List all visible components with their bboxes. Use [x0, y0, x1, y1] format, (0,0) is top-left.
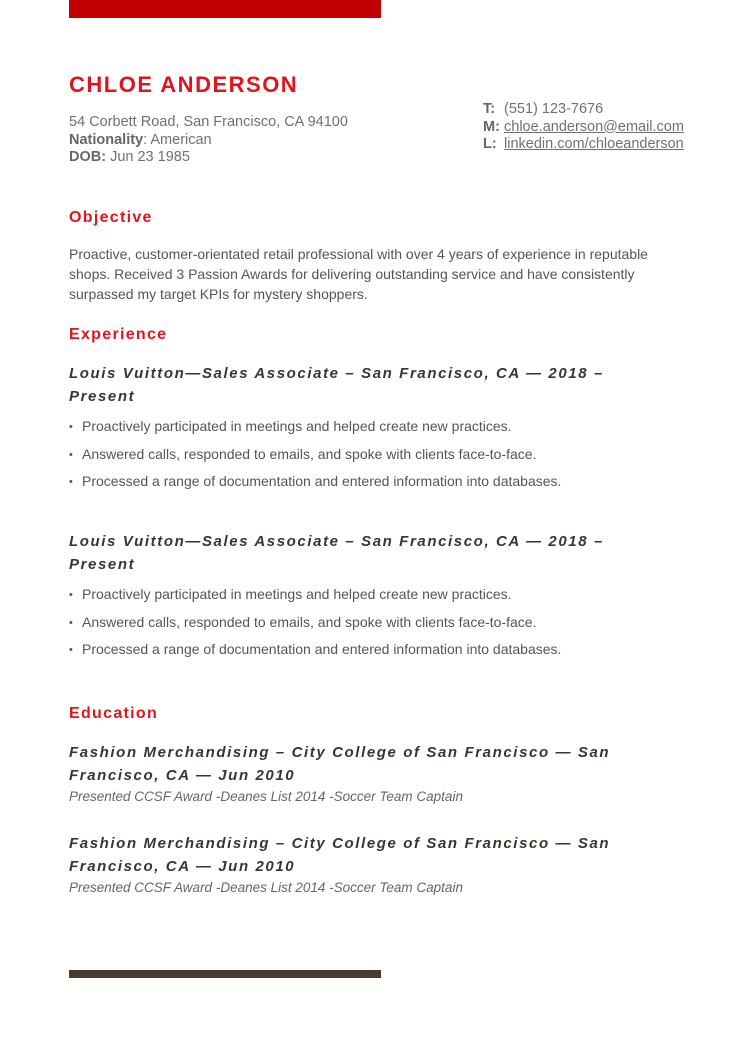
- dob: [69, 149, 348, 167]
- linkedin-label: L:: [483, 136, 497, 152]
- phone-value: (551) 123-7676: [504, 101, 604, 117]
- experience-heading: Experience: [69, 326, 168, 343]
- job-bullets: [69, 416, 561, 499]
- personal-info: [69, 114, 348, 167]
- education-heading: Education: [69, 705, 159, 722]
- education-note: Presented CCSF Award -Deanes List 2014 -Soccer Team Captain: [69, 880, 463, 895]
- job-title: Louis Vuitton—Sales Associate – San Francisco, CA — 2018 – Present: [69, 365, 604, 405]
- education-note: Presented CCSF Award -Deanes List 2014 -Soccer Team Captain: [69, 789, 463, 804]
- dob-value: Jun 23 1985: [106, 149, 190, 165]
- nationality-label: Nationality: [69, 131, 144, 148]
- bullet-item: • Proactively participated in meetings and helped create new practices.: [69, 416, 561, 444]
- email-row: [483, 119, 684, 137]
- objective-text: Proactive, customer-orientated retail professional with over 4 years of experience in reputable shops. Received 3 Passion Awards for delivering outstanding service and have consistently surpassed my target KPIs for mystery shoppers.: [69, 246, 648, 302]
- dob-label: DOB:: [69, 149, 107, 165]
- bullet-item: • Processed a range of documentation and entered information into databases.: [69, 471, 561, 499]
- job-title: Louis Vuitton—Sales Associate – San Francisco, CA — 2018 – Present: [69, 533, 604, 573]
- phone-row: [483, 101, 684, 119]
- candidate-name: CHLOE ANDERSON: [69, 72, 299, 97]
- top-accent-bar: [69, 0, 381, 18]
- bullet-item: • Processed a range of documentation and entered information into databases.: [69, 639, 561, 667]
- linkedin-link[interactable]: linkedin.com/chloeanderson: [504, 136, 684, 152]
- email-link[interactable]: chloe.anderson@email.com: [504, 118, 684, 135]
- bullet-item: • Answered calls, responded to emails, and spoke with clients face-to-face.: [69, 444, 561, 472]
- education-title: Fashion Merchandising – City College of San Francisco — San Francisco, CA — Jun 2010: [69, 835, 611, 875]
- education-title: Fashion Merchandising – City College of San Francisco — San Francisco, CA — Jun 2010: [69, 744, 611, 784]
- bullet-item: • Proactively participated in meetings and helped create new practices.: [69, 584, 561, 612]
- objective-heading: Objective: [69, 209, 153, 226]
- nationality-value: : American: [143, 131, 212, 148]
- email-label: M:: [483, 118, 500, 135]
- job-bullets: [69, 584, 561, 667]
- address: 54 Corbett Road, San Francisco, CA 94100: [69, 114, 348, 130]
- bullet-item: • Answered calls, responded to emails, and spoke with clients face-to-face.: [69, 612, 561, 640]
- phone-label: T:: [483, 101, 496, 117]
- nationality: [69, 132, 348, 150]
- contact-info: [483, 101, 684, 154]
- bottom-accent-bar: [69, 970, 381, 978]
- linkedin-row: [483, 136, 684, 154]
